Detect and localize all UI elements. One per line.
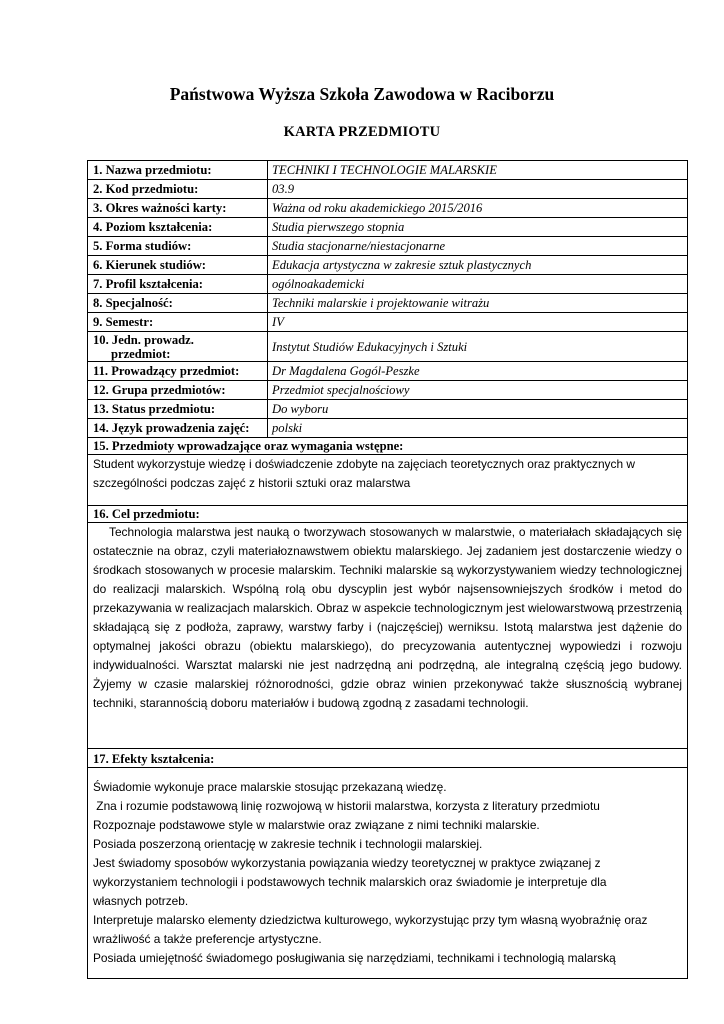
effect-item: wrażliwość a także preferencje artystyczne. xyxy=(93,932,322,946)
goal-text xyxy=(88,523,687,749)
field-row-course-code xyxy=(88,180,687,199)
field-row-lecturer xyxy=(88,362,687,381)
field-value: Do wyboru xyxy=(272,402,329,416)
field-row-field-of-study xyxy=(88,256,687,275)
field-value: Studia stacjonarne/niestacjonarne xyxy=(272,239,446,253)
effect-item: Interpretuje malarsko elementy dziedzictwa kulturowego, wykorzystując przy tym własną wyobraźnię oraz xyxy=(93,913,648,927)
goal-heading: 16. Cel przedmiotu: xyxy=(88,506,687,523)
effect-item: Świadomie wykonuje prace malarskie stosując przekazaną wiedzę. xyxy=(93,780,447,794)
field-value: TECHNIKI I TECHNOLOGIE MALARSKIE xyxy=(272,163,497,177)
document-title: KARTA PRZEDMIOTU xyxy=(283,124,441,140)
field-label: 1. Nazwa przedmiotu: xyxy=(88,161,268,179)
field-row-level xyxy=(88,218,687,237)
field-label: 8. Specjalność: xyxy=(88,294,268,312)
field-label: 11. Prowadzący przedmiot: xyxy=(88,362,268,380)
field-value: Ważna od roku akademickiego 2015/2016 xyxy=(272,201,483,215)
prerequisites-heading: 15. Przedmioty wprowadzające oraz wymagania wstępne: xyxy=(88,438,687,455)
effect-item: wykorzystaniem technologii i podstawowych technik malarskich oraz świadomie je interpretuje dla xyxy=(93,875,607,889)
field-value: Przedmiot specjalnościowy xyxy=(272,383,410,397)
prerequisites-text xyxy=(88,455,687,506)
field-label: 2. Kod przedmiotu: xyxy=(88,180,268,198)
field-row-specialization xyxy=(88,294,687,313)
field-row-language xyxy=(88,419,687,438)
prerequisites-line: szczególności podczas zajęć z historii sztuki oraz malarstwa xyxy=(93,476,411,490)
field-row-semester xyxy=(88,313,687,332)
field-label: 3. Okres ważności karty: xyxy=(88,199,268,217)
field-row-profile xyxy=(88,275,687,294)
field-value: 03.9 xyxy=(272,182,295,196)
effect-item: własnych potrzeb. xyxy=(93,894,189,908)
field-value: IV xyxy=(272,315,284,329)
effects-heading: 17. Efekty kształcenia: xyxy=(88,749,687,768)
field-label-line2: przedmiot: xyxy=(111,347,171,361)
field-row-status xyxy=(88,400,687,419)
field-value: ogólnoakademicki xyxy=(272,277,365,291)
field-label: 7. Profil kształcenia: xyxy=(88,275,268,293)
field-row-course-group xyxy=(88,381,687,400)
field-label: 5. Forma studiów: xyxy=(88,237,268,255)
prerequisites-line: Student wykorzystuje wiedzę i doświadczenie zdobyte na zajęciach teoretycznych oraz praktycznych w xyxy=(93,457,635,471)
course-card-table xyxy=(87,160,688,979)
field-row-unit xyxy=(88,332,687,362)
effect-item: Rozpoznaje podstawowe style w malarstwie oraz związane z nimi techniki malarskie. xyxy=(93,818,540,832)
effect-item: Jest świadomy sposobów wykorzystania powiązania wiedzy teoretycznej w praktyce związanej z xyxy=(93,856,601,870)
field-label: 12. Grupa przedmiotów: xyxy=(88,381,268,399)
field-value: Dr Magdalena Gogól-Peszke xyxy=(272,364,420,378)
field-value: Techniki malarskie i projektowanie witrażu xyxy=(272,296,490,310)
effect-item: Zna i rozumie podstawową linię rozwojową w historii malarstwa, korzysta z literatury przedmiotu xyxy=(93,799,600,813)
effect-item: Posiada umiejętność świadomego posługiwania się narzędziami, technikami i technologią malarską xyxy=(93,951,616,965)
effect-item: Posiada poszerzoną orientację w zakresie technik i technologii malarskiej. xyxy=(93,837,483,851)
field-value: Studia pierwszego stopnia xyxy=(272,220,405,234)
field-label: 13. Status przedmiotu: xyxy=(88,400,268,418)
field-label xyxy=(88,332,268,361)
goal-paragraph: Technologia malarstwa jest nauką o tworzywach stosowanych w malarstwie, o materiałach składających się ostatecznie na obraz, czyli materiałoznawstwem obiektu malarskiego. Jej zadaniem jest dostarczenie wiedzy o środkach stosowanych w procesie malarskim. Techniki malarskie są wykorzystywaniem wiedzy technologicznej do realizacji malarskich. Wspólną rolą obu dyscyplin jest wybór najsensowniejszych środków i metod do przekazywania w realizacjach malarskich. Obraz w aspekcie technologicznym jest wielowarstwową przestrzenią składającą się z podłoża, zaprawy, warstwy farby i (najczęściej) werniksu. Istotą malarstwa jest dążenie do optymalnej jakości obrazu (obiektu malarskiego), do precyzowania autentycznej wypowiedzi i rozwoju indywidualności. Warsztat malarski nie jest nadrzędną ani podrzędną, ale integralną częścią jego budowy. Żyjemy w czasie malarskiej różnorodności, gdzie obraz winien przekonywać także słusznością wybranej techniki, starannością doboru materiałów i budową zgodną z zasadami technologii. xyxy=(93,525,682,710)
field-label: 6. Kierunek studiów: xyxy=(88,256,268,274)
field-row-validity xyxy=(88,199,687,218)
field-label: 4. Poziom kształcenia: xyxy=(88,218,268,236)
field-row-study-form xyxy=(88,237,687,256)
university-name: Państwowa Wyższa Szkoła Zawodowa w Raciborzu xyxy=(169,84,555,104)
field-value: polski xyxy=(272,421,303,435)
field-label: 9. Semestr: xyxy=(88,313,268,331)
effects-list xyxy=(88,768,687,978)
field-label: 14. Język prowadzenia zajęć: xyxy=(88,419,268,437)
field-value: Edukacja artystyczna w zakresie sztuk plastycznych xyxy=(272,258,532,272)
field-value: Instytut Studiów Edukacyjnych i Sztuki xyxy=(272,339,468,354)
field-label-line1: 10. Jedn. prowadz. xyxy=(93,333,194,347)
field-row-course-name xyxy=(88,161,687,180)
